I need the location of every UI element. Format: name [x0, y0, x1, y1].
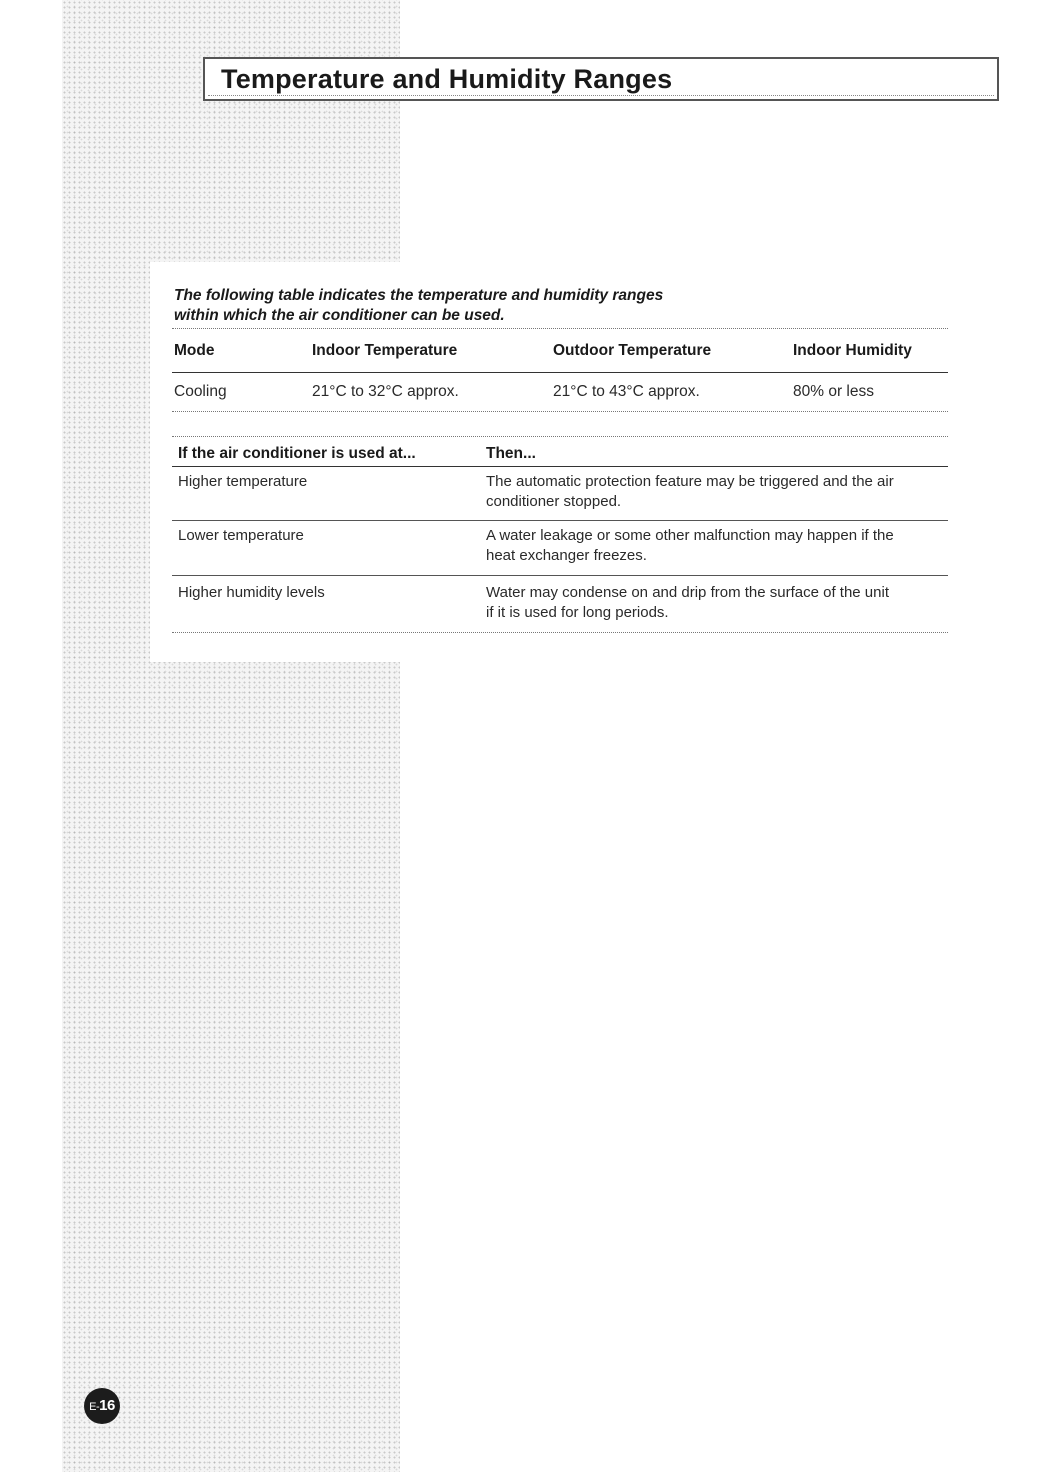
- ranges-header-outdoor-temp: Outdoor Temperature: [553, 342, 712, 359]
- page-number-prefix: E-: [89, 1401, 100, 1413]
- ranges-header-rule: [172, 372, 948, 373]
- usage-then-lower-temp-line-1: A water leakage or some other malfunction may happen if the: [486, 527, 894, 544]
- usage-condition-lower-temp: Lower temperature: [178, 527, 304, 544]
- usage-header-condition: If the air conditioner is used at...: [178, 445, 416, 462]
- usage-header-then: Then...: [486, 445, 536, 462]
- usage-bottom-rule: [172, 632, 948, 633]
- usage-then-higher-humidity: [486, 583, 956, 623]
- usage-then-higher-temp-line-1: The automatic protection feature may be triggered and the air: [486, 473, 894, 490]
- page-number-badge: [84, 1388, 120, 1424]
- intro-line-2: within which the air conditioner can be used.: [174, 307, 505, 324]
- usage-row-rule-1: [172, 520, 948, 521]
- usage-then-lower-temp-line-2: heat exchanger freezes.: [486, 547, 647, 564]
- ranges-cell-indoor-humidity: 80% or less: [793, 383, 874, 400]
- intro-line-1: The following table indicates the temperature and humidity ranges: [174, 287, 664, 304]
- ranges-header-indoor-temp: Indoor Temperature: [312, 342, 458, 359]
- usage-condition-higher-humidity: Higher humidity levels: [178, 584, 325, 601]
- usage-then-higher-temp-line-2: conditioner stopped.: [486, 493, 622, 510]
- ranges-header-indoor-humidity: Indoor Humidity: [793, 342, 912, 359]
- title-frame: [203, 57, 999, 101]
- ranges-bottom-rule: [172, 411, 948, 412]
- ranges-cell-mode: Cooling: [174, 383, 227, 400]
- usage-top-rule: [172, 436, 948, 437]
- usage-condition-higher-temp: Higher temperature: [178, 473, 308, 490]
- ranges-cell-indoor-temp: 21°C to 32°C approx.: [312, 383, 459, 400]
- ranges-cell-outdoor-temp: 21°C to 43°C approx.: [553, 383, 700, 400]
- usage-then-higher-temp: [486, 472, 956, 512]
- ranges-header-mode: Mode: [174, 342, 215, 359]
- table-top-rule: [172, 328, 948, 329]
- decorative-stipple-band: [62, 0, 400, 1472]
- usage-then-lower-temp: [486, 526, 956, 566]
- page-title: Temperature and Humidity Ranges: [221, 64, 673, 94]
- intro-text: [174, 286, 874, 326]
- usage-row-rule-2: [172, 575, 948, 576]
- usage-then-higher-humidity-line-1: Water may condense on and drip from the surface of the unit: [486, 584, 889, 601]
- usage-then-higher-humidity-line-2: if it is used for long periods.: [486, 604, 669, 621]
- page-number: 16: [99, 1397, 115, 1414]
- usage-header-rule: [172, 466, 948, 467]
